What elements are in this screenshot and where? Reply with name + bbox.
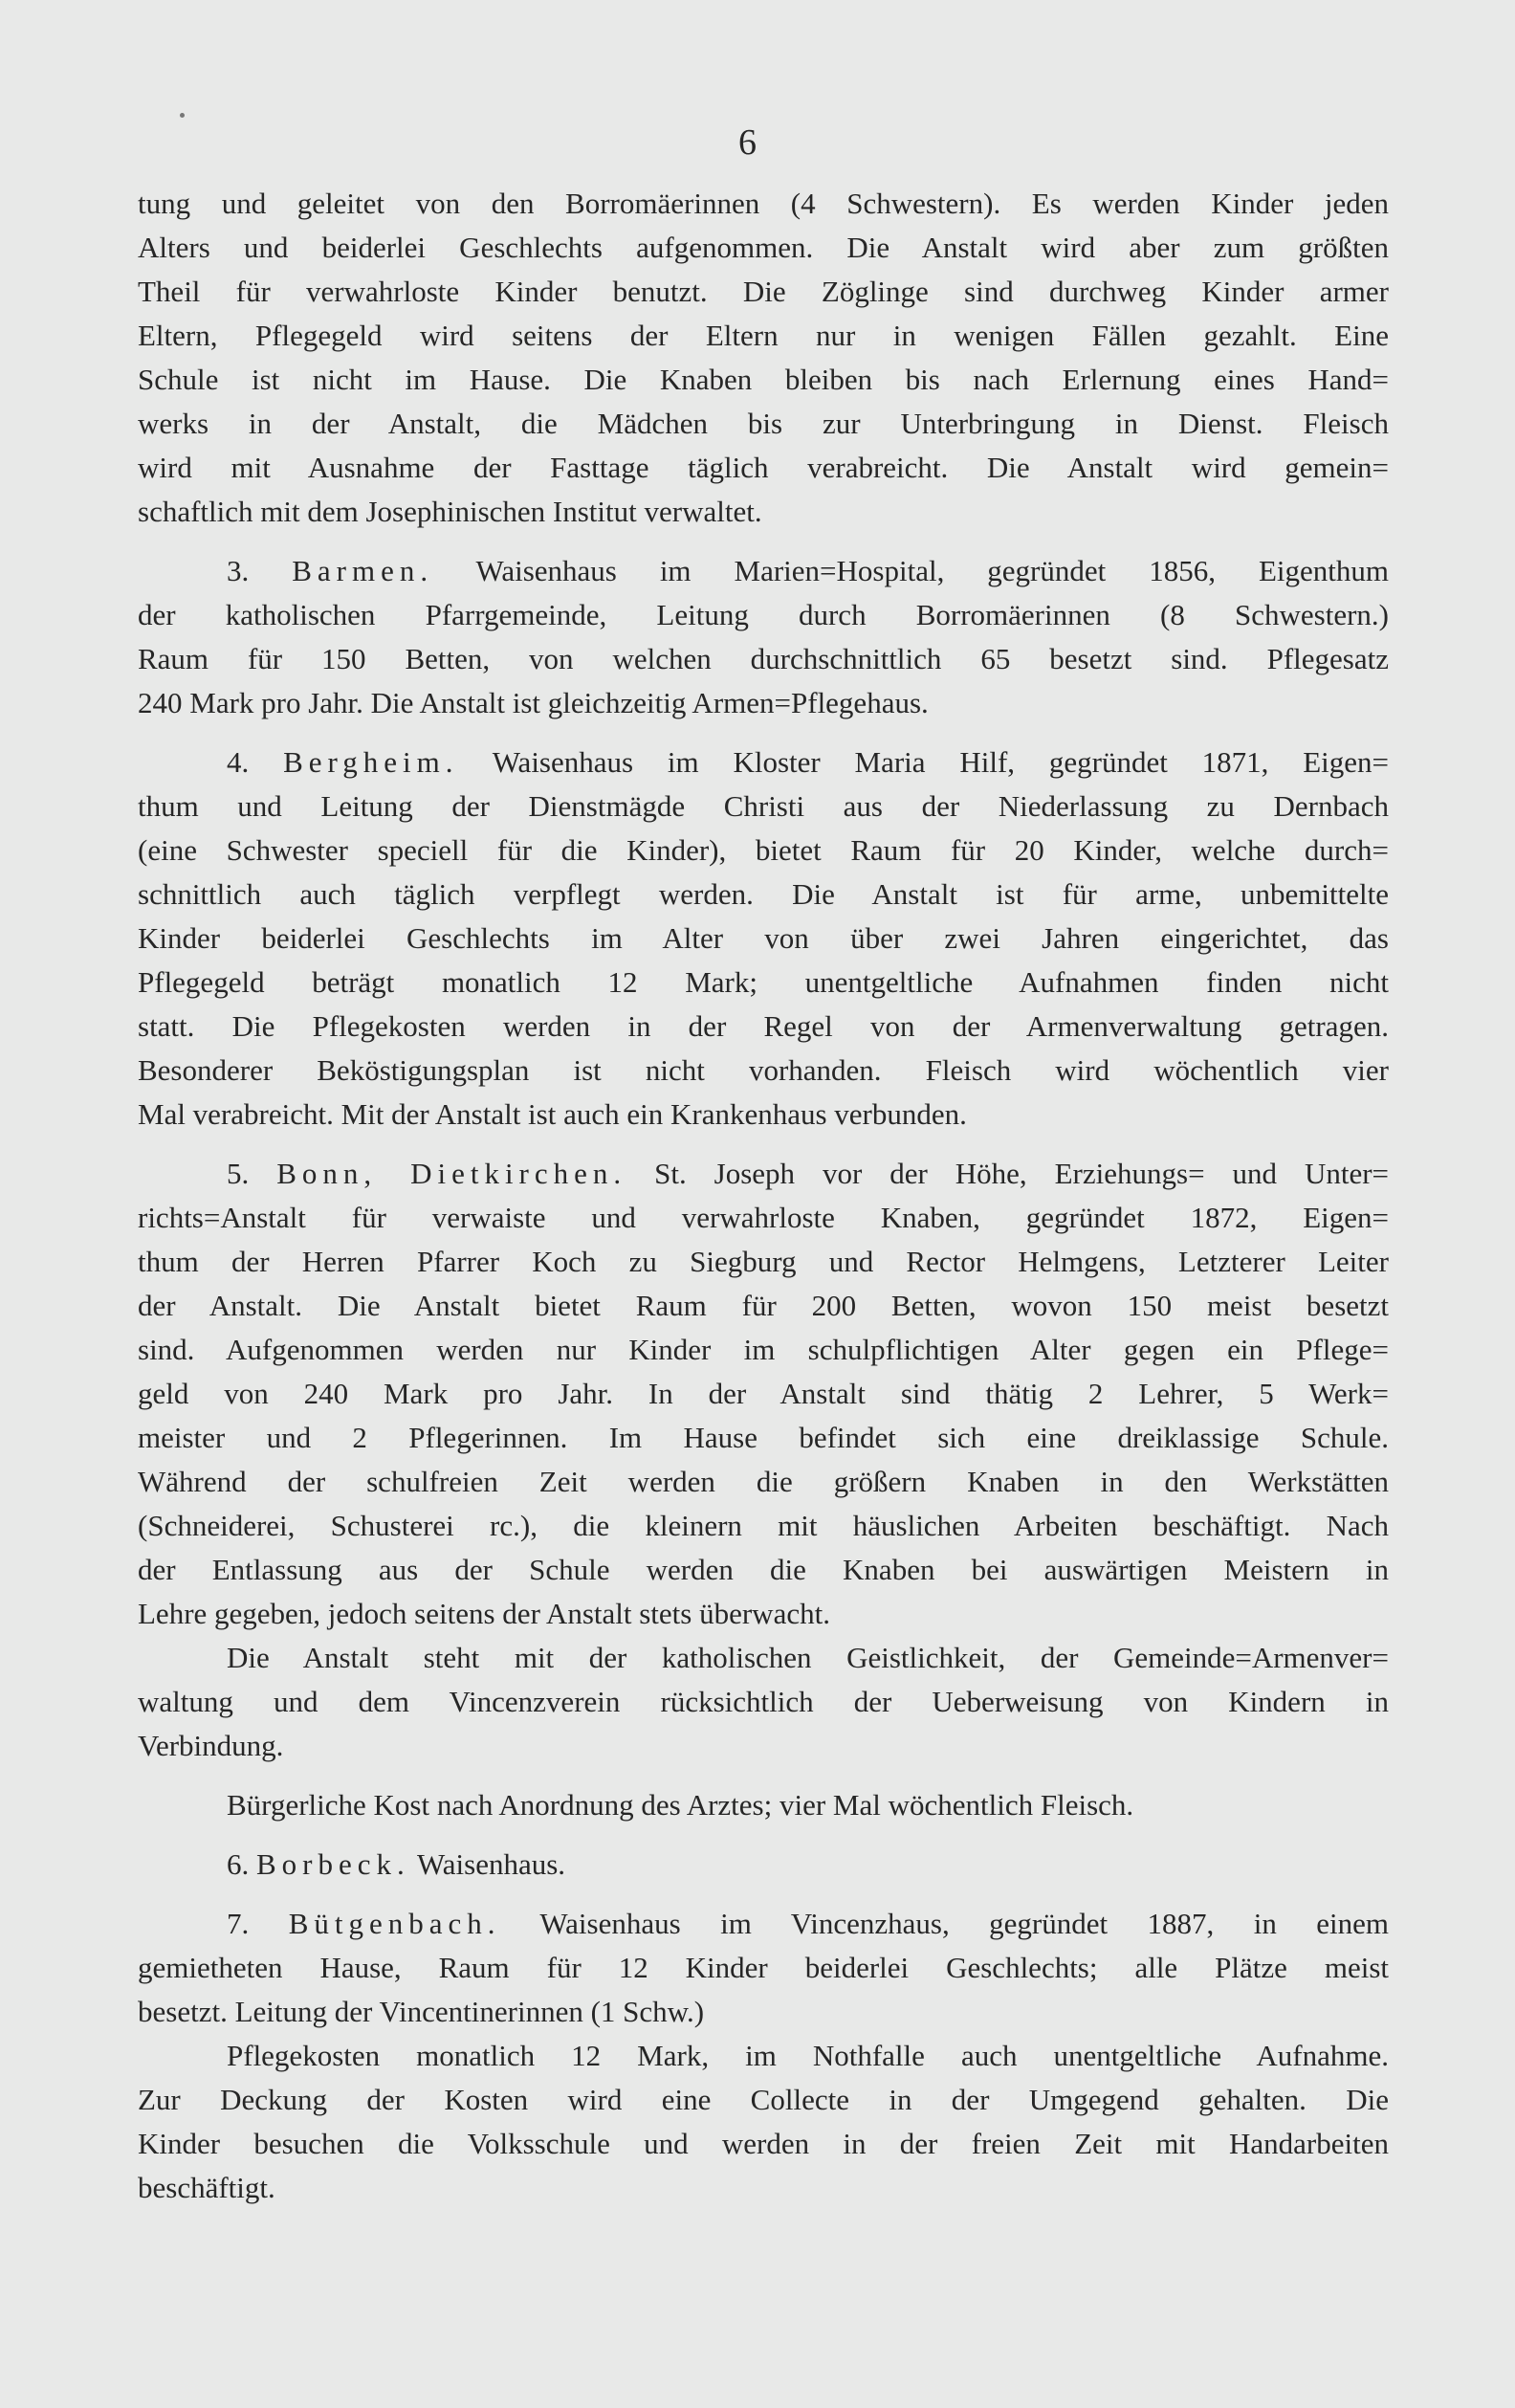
- line-text: Waisenhaus im Marien=Hospital, gegründet 1856, Eigenthum: [475, 554, 1389, 587]
- line-text: St. Joseph vor der Höhe, Erziehungs= und Unter=: [654, 1157, 1390, 1190]
- page-number: 6: [738, 122, 757, 163]
- text-line: meister und 2 Pflegerinnen. Im Hause befindet sich eine dreiklassige Schule.: [138, 1421, 1389, 1454]
- text-line: tung und geleitet von den Borromäerinnen (4 Schwestern). Es werden Kinder jeden: [138, 187, 1389, 220]
- text-line: Mal verabreicht. Mit der Anstalt ist auch ein Krankenhaus verbunden.: [138, 1097, 967, 1131]
- paragraph: [138, 182, 1389, 534]
- text-line: geld von 240 Mark pro Jahr. In der Anstalt sind thätig 2 Lehrer, 5 Werk=: [138, 1377, 1389, 1410]
- text-line: Zur Deckung der Kosten wird eine Collecte in der Umgegend gehalten. Die: [138, 2083, 1389, 2116]
- entry-paragraph: [138, 740, 1389, 1137]
- text-line: Während der schulfreien Zeit werden die größern Knaben in den Werkstätten: [138, 1465, 1389, 1498]
- entry-place-name: Barmen.: [292, 554, 434, 587]
- text-line: thum und Leitung der Dienstmägde Christi aus der Niederlassung zu Dernbach: [138, 789, 1389, 823]
- text-line: [138, 549, 1389, 593]
- text-line: der katholischen Pfarrgemeinde, Leitung durch Borromäerinnen (8 Schwestern.): [138, 598, 1389, 631]
- entry-number: 3.: [227, 554, 250, 587]
- entry-paragraph: [138, 1902, 1389, 2034]
- entry-place-name: Bütgenbach.: [288, 1907, 501, 1940]
- paragraph: [138, 1783, 1389, 1827]
- text-line: Eltern, Pflegegeld wird seitens der Eltern nur in wenigen Fällen gezahlt. Eine: [138, 319, 1389, 352]
- scan-speck: [180, 113, 185, 118]
- text-line: der Entlassung aus der Schule werden die Knaben bei auswärtigen Meistern in: [138, 1553, 1389, 1586]
- text-line: (eine Schwester speciell für die Kinder), bietet Raum für 20 Kinder, welche durch=: [138, 833, 1389, 867]
- entry-paragraph: [138, 1152, 1389, 1636]
- line-text: Waisenhaus im Kloster Maria Hilf, gegründet 1871, Eigen=: [492, 745, 1389, 779]
- line-text: Waisenhaus.: [416, 1847, 566, 1881]
- entry-paragraph: [138, 549, 1389, 725]
- text-line: Kinder beiderlei Geschlechts im Alter von über zwei Jahren eingerichtet, das: [138, 921, 1389, 955]
- entry-paragraph: [138, 1843, 1389, 1887]
- text-line: schaftlich mit dem Josephinischen Institut verwaltet.: [138, 495, 762, 528]
- text-line: sind. Aufgenommen werden nur Kinder im schulpflichtigen Alter gegen ein Pflege=: [138, 1333, 1389, 1366]
- text-line: Bürgerliche Kost nach Anordnung des Arztes; vier Mal wöchentlich Fleisch.: [227, 1788, 1134, 1822]
- entry-number: 7.: [227, 1907, 250, 1940]
- text-line: gemietheten Hause, Raum für 12 Kinder beiderlei Geschlechts; alle Plätze meist: [138, 1951, 1389, 1984]
- paragraph: [138, 2034, 1389, 2210]
- text-line: [138, 1152, 1389, 1196]
- entry-number: 4.: [227, 745, 250, 779]
- entry-place-name: Bergheim.: [283, 745, 459, 779]
- text-line: 240 Mark pro Jahr. Die Anstalt ist gleichzeitig Armen=Pflegehaus.: [138, 686, 929, 719]
- text-line: Die Anstalt steht mit der katholischen Geistlichkeit, der Gemeinde=Armenver=: [227, 1641, 1389, 1674]
- text-line: beschäftigt.: [138, 2171, 275, 2204]
- entry-number: 6.: [227, 1847, 250, 1881]
- entry-place-name: Bonn, Dietkirchen.: [276, 1157, 627, 1190]
- entry-place-name: Borbeck.: [256, 1847, 410, 1881]
- paragraph: [138, 1636, 1389, 1768]
- text-line: schnittlich auch täglich verpflegt werden. Die Anstalt ist für arme, unbemittelte: [138, 877, 1389, 911]
- text-line: [138, 1902, 1389, 1946]
- text-line: (Schneiderei, Schusterei rc.), die kleinern mit häuslichen Arbeiten beschäftigt. Nach: [138, 1509, 1389, 1542]
- entry-number: 5.: [227, 1157, 250, 1190]
- text-line: Pflegegeld beträgt monatlich 12 Mark; unentgeltliche Aufnahmen finden nicht: [138, 965, 1389, 999]
- text-line: Schule ist nicht im Hause. Die Knaben bleiben bis nach Erlernung eines Hand=: [138, 363, 1389, 396]
- text-line: richts=Anstalt für verwaiste und verwahrloste Knaben, gegründet 1872, Eigen=: [138, 1201, 1389, 1234]
- text-line: thum der Herren Pfarrer Koch zu Siegburg und Rector Helmgens, Letzterer Leiter: [138, 1245, 1389, 1278]
- text-line: waltung und dem Vincenzverein rücksichtlich der Ueberweisung von Kindern in: [138, 1685, 1389, 1718]
- text-line: [138, 740, 1389, 784]
- text-line: Alters und beiderlei Geschlechts aufgenommen. Die Anstalt wird aber zum größten: [138, 231, 1389, 264]
- text-line: Kinder besuchen die Volksschule und werden in der freien Zeit mit Handarbeiten: [138, 2127, 1389, 2160]
- text-line: wird mit Ausnahme der Fasttage täglich verabreicht. Die Anstalt wird gemein=: [138, 451, 1389, 484]
- text-line: werks in der Anstalt, die Mädchen bis zur Unterbringung in Dienst. Fleisch: [138, 407, 1389, 440]
- text-line: [138, 1843, 1389, 1887]
- text-line: der Anstalt. Die Anstalt bietet Raum für 200 Betten, wovon 150 meist besetzt: [138, 1289, 1389, 1322]
- text-line: Verbindung.: [138, 1729, 284, 1762]
- text-line: Lehre gegeben, jedoch seitens der Anstalt stets überwacht.: [138, 1597, 830, 1630]
- text-line: Raum für 150 Betten, von welchen durchschnittlich 65 besetzt sind. Pflegesatz: [138, 642, 1389, 675]
- text-line: besetzt. Leitung der Vincentinerinnen (1 Schw.): [138, 1995, 705, 2028]
- body-text: [138, 182, 1389, 2210]
- text-line: Theil für verwahrloste Kinder benutzt. Die Zöglinge sind durchweg Kinder armer: [138, 275, 1389, 308]
- text-line: statt. Die Pflegekosten werden in der Regel von der Armenverwaltung getragen.: [138, 1009, 1389, 1043]
- text-line: Besonderer Beköstigungsplan ist nicht vorhanden. Fleisch wird wöchentlich vier: [138, 1053, 1389, 1087]
- text-line: Pflegekosten monatlich 12 Mark, im Nothfalle auch unentgeltliche Aufnahme.: [227, 2039, 1389, 2072]
- line-text: Waisenhaus im Vincenzhaus, gegründet 1887, in einem: [539, 1907, 1389, 1940]
